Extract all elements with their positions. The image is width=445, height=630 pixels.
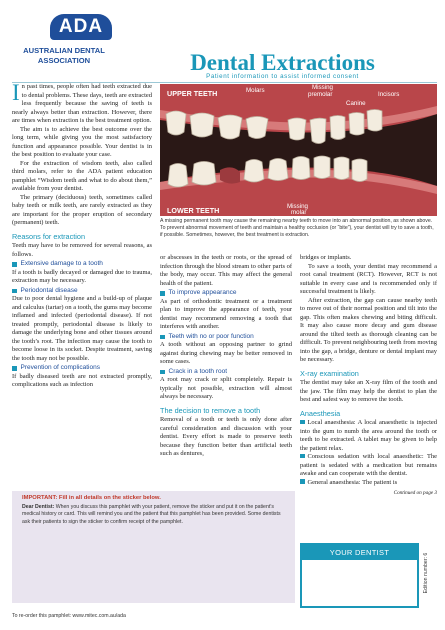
paragraph: The primary (deciduous) teeth, sometimes called baby teeth or milk teeth, are rarely extracted as they are important for the proper eruption of secondary (permanent) teeth. <box>12 193 152 226</box>
continued-note: Continued on page 3 <box>393 490 437 496</box>
bullet-square-icon <box>300 420 305 425</box>
anaesthesia-heading: Anaesthesia <box>300 408 341 418</box>
paragraph: If a tooth is badly decayed or damaged due to trauma, extraction may be necessary. <box>12 268 152 284</box>
logo-abbreviation: ADA <box>50 14 112 40</box>
paragraph: The dentist may take an X-ray film of the tooth and the jaw. The film may help the dentist to plan the best and safest way to remove the tooth. <box>300 379 437 403</box>
notice-title: IMPORTANT: Fill in all details on the sticker below. <box>22 495 161 501</box>
list-item-text: Local anaesthesia: A local anaesthetic is injected into the gum to numb the area around the tooth or teeth to be extracted. A tablet may be given to help the patient relax. <box>300 419 437 452</box>
subheading-text: To improve appearance <box>168 289 237 296</box>
subheading <box>12 287 152 296</box>
paragraph: or abscesses in the teeth or roots, or the spread of infection through the blood stream to other parts of the body, may occur. This may affect the general health of the patient. <box>160 254 292 287</box>
reasons-heading: Reasons for extraction <box>12 231 86 241</box>
dentist-notice-box <box>12 491 295 603</box>
paragraph: After extraction, the gap can cause nearby teeth to move out of their normal position and tilt into the gap. This often makes chewing and biting difficult. It may also cause more decay and gum disease around the tilted teeth as thorough cleaning can be difficult. To prevent neighbouring teeth from moving into the gap, a bridge, denture or dental implant may be necessary. <box>300 296 437 363</box>
notice-body <box>22 504 288 526</box>
missing-molar-label-2: molar <box>291 209 307 216</box>
reorder-footer: To re-order this pamphlet: www.mitec.com.au/ada <box>12 613 126 619</box>
column-1 <box>12 80 152 390</box>
column-3 <box>300 254 437 498</box>
list-item-text: Conscious sedation with local anaesthetic: The patient is sedated with a medication but remains awake and can cooperate with the dentist. <box>300 453 437 477</box>
bullet-square-icon <box>160 291 165 296</box>
your-dentist-title: YOUR DENTIST <box>302 545 417 560</box>
logo-text-line1: AUSTRALIAN DENTAL <box>23 46 105 55</box>
teeth-illustration <box>160 84 437 216</box>
canine-label: Canine <box>346 100 366 107</box>
missing-premolar-label-1: Missing <box>312 84 333 91</box>
list-item <box>300 479 437 488</box>
paragraph: If badly diseased teeth are not extracted promptly, complications such as infection <box>12 372 152 388</box>
bullet-square-icon <box>160 335 165 340</box>
bullet-square-icon <box>12 366 17 371</box>
notice-text: When you discuss this pamphlet with your patient, remove the sticker and put it on the patient’s medical history or card. This will remind you and the patient that this pamphlet has been provided. Some dentists ask their patients to sign the sticker to confirm receipt of the pamphlet. <box>22 504 281 525</box>
teeth-drawing <box>160 84 437 216</box>
paragraph: Due to poor dental hygiene and a build-up of plaque and calculus (tartar) on a tooth, the gums may become inflamed and infected (periodontal disease). If not treated promptly, periodontal disease is likely to damage the underlying bone and other tissues around the tooth’s root. The infection may cause the tooth to become loose in its socket. Despite treatment, saving the tooth may not be possible. <box>12 295 152 362</box>
paragraph: A root may crack or split completely. Repair is typically not possible, extraction will almost always be necessary. <box>160 376 292 400</box>
page-subtitle: Patient information to assist informed consent <box>206 73 359 80</box>
bullet-square-icon <box>12 289 17 294</box>
edition-text: Edition number: 6 <box>423 552 429 594</box>
subheading <box>12 364 152 373</box>
subheading-text: Teeth with no or poor function <box>168 332 254 340</box>
drop-cap: I <box>12 80 20 105</box>
notice-lead: Dear Dentist: <box>22 504 55 510</box>
paragraph: A tooth without an opposing partner to grind against during chewing may be better removed in some cases. <box>160 341 292 365</box>
subheading-text: Crack in a tooth root <box>168 367 228 375</box>
paragraph: bridges or implants. <box>300 254 352 261</box>
missing-molar-label-1: Missing <box>287 203 308 210</box>
list-item-text: General anaesthesia: The patient is <box>307 478 398 486</box>
missing-premolar-label-2: premolar <box>308 91 333 98</box>
subheading-text: Prevention of complications <box>20 364 100 371</box>
decision-heading: The decision to remove a tooth <box>160 405 261 415</box>
bullet-square-icon <box>300 479 305 484</box>
xray-heading: X-ray examination <box>300 368 359 378</box>
page-title: Dental Extractions <box>190 50 375 75</box>
incisors-label: Incisors <box>378 91 400 98</box>
paragraph: The aim is to achieve the best outcome over the long term, while giving you the most satisfactory function and appearance possible. Your dentist is in the best position to evaluate your case. <box>12 125 152 158</box>
lower-teeth-label: LOWER TEETH <box>167 206 220 215</box>
paragraph: Removal of a tooth or teeth is only done after careful consideration and discussion with your dentist. Every effort is made to preserve teeth because they function better than artificial teeth such as dentures, <box>160 416 292 457</box>
bullet-square-icon <box>160 370 165 375</box>
subheading <box>160 289 292 298</box>
upper-teeth-label: UPPER TEETH <box>167 89 218 98</box>
list-item <box>300 419 437 453</box>
your-dentist-sticker[interactable] <box>300 543 419 608</box>
paragraph: To save a tooth, your dentist may recommend a root canal treatment (RCT). However, RCT is not suitable in every case and is recommended only if successful treatment is likely. <box>300 262 437 295</box>
logo-text-line2: ASSOCIATION <box>37 56 91 65</box>
paragraph: As part of orthodontic treatment or a treatment plan to improve the appearance of teeth, your dentist may recommend removing a tooth that interferes with another. <box>160 297 292 330</box>
bullet-square-icon <box>300 454 305 459</box>
paragraph: For the extraction of wisdom teeth, also called third molars, refer to the ADA patient education pamphlet “Wisdom teeth and what to do about them,” available from your dentist. <box>12 159 152 192</box>
illustration-caption: A missing permanent tooth may cause the remaining nearby teeth to move into an abnormal position, as shown above. To prevent abnormal movement of teeth and maintain a healthy occlusion (or “bite”), your dentist will try to save a tooth, if possible. Sometimes, however, the best treatment is extraction. <box>160 218 434 238</box>
subheading <box>12 260 152 269</box>
intro-text: n past times, people often had teeth extracted due to dental problems. These days, teeth are extracted less frequently because the saving of teeth is nearly always better than extraction. However, there are times when extraction is the best treatment option. <box>12 83 152 124</box>
bullet-square-icon <box>12 262 17 267</box>
subheading-text: Periodontal disease <box>20 286 78 294</box>
column-2 <box>160 254 292 459</box>
ada-logo <box>18 12 110 68</box>
subheading <box>160 368 292 377</box>
molars-label: Molars <box>246 87 265 94</box>
paragraph: Teeth may have to be removed for several reasons, as follows. <box>12 242 152 258</box>
edition-number <box>421 540 431 610</box>
list-item <box>300 453 437 479</box>
intro-paragraph <box>12 80 152 126</box>
subheading-text: Extensive damage to a tooth <box>20 260 103 267</box>
subheading <box>160 333 292 342</box>
